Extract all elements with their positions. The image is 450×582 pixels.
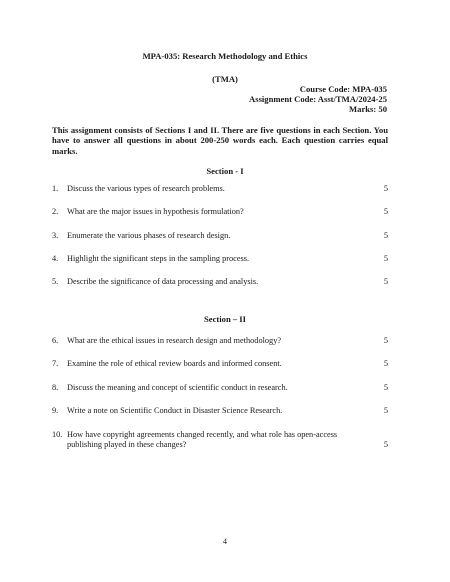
question-text: Discuss the various types of research problems.	[67, 184, 225, 193]
question-marks: 5	[383, 440, 388, 450]
question-number: 10.	[52, 430, 63, 439]
total-marks: Marks: 50	[349, 104, 387, 115]
question-text: Describe the significance of data processing and analysis.	[67, 277, 259, 286]
question-number: 5.	[52, 277, 59, 286]
question-marks: 5	[383, 359, 388, 368]
question-text: What are the ethical issues in research design and methodology?	[67, 336, 282, 345]
course-info-block	[249, 84, 387, 115]
question-number: 8.	[52, 383, 59, 392]
question-text: Highlight the significant steps in the sampling process.	[67, 254, 250, 263]
page-number: 4	[222, 537, 228, 546]
section-1-heading: Section - I	[206, 166, 244, 176]
question-marks: 5	[383, 231, 388, 240]
assignment-code: Assignment Code: Asst/TMA/2024-25	[249, 94, 387, 105]
question-text: What are the major issues in hypothesis formulation?	[67, 207, 244, 216]
question-marks: 5	[383, 336, 388, 345]
assignment-instructions: This assignment consists of Sections I and II. There are five questions in each Section. You have to answer all questions in about 200-250 words each. Each question carries equal marks.	[52, 125, 388, 156]
question-number: 6.	[52, 336, 59, 345]
question-number: 1.	[52, 184, 59, 193]
question-marks: 5	[383, 277, 388, 286]
question-number: 9.	[52, 406, 59, 415]
question-marks: 5	[383, 254, 388, 263]
question-text: How have copyright agreements changed recently, and what role has open-access publishing played in these changes?	[67, 430, 338, 450]
section-2-heading: Section – II	[203, 314, 247, 324]
course-code: Course Code: MPA-035	[299, 84, 387, 94]
question-marks: 5	[383, 406, 388, 415]
document-title: MPA-035: Research Methodology and Ethics	[142, 51, 308, 61]
question-marks: 5	[383, 184, 388, 193]
question-text: Examine the role of ethical review boards and informed consent.	[67, 359, 282, 368]
question-marks: 5	[383, 383, 388, 392]
question-number: 3.	[52, 231, 59, 240]
question-number: 4.	[52, 254, 59, 263]
question-number: 7.	[52, 359, 59, 368]
question-number: 2.	[52, 207, 59, 216]
question-text: Discuss the meaning and concept of scientific conduct in research.	[67, 383, 288, 392]
question-text: Enumerate the various phases of research design.	[67, 231, 231, 240]
question-marks: 5	[383, 207, 388, 216]
document-subtitle: (TMA)	[212, 74, 238, 84]
question-text: Write a note on Scientific Conduct in Disaster Science Research.	[67, 406, 283, 415]
